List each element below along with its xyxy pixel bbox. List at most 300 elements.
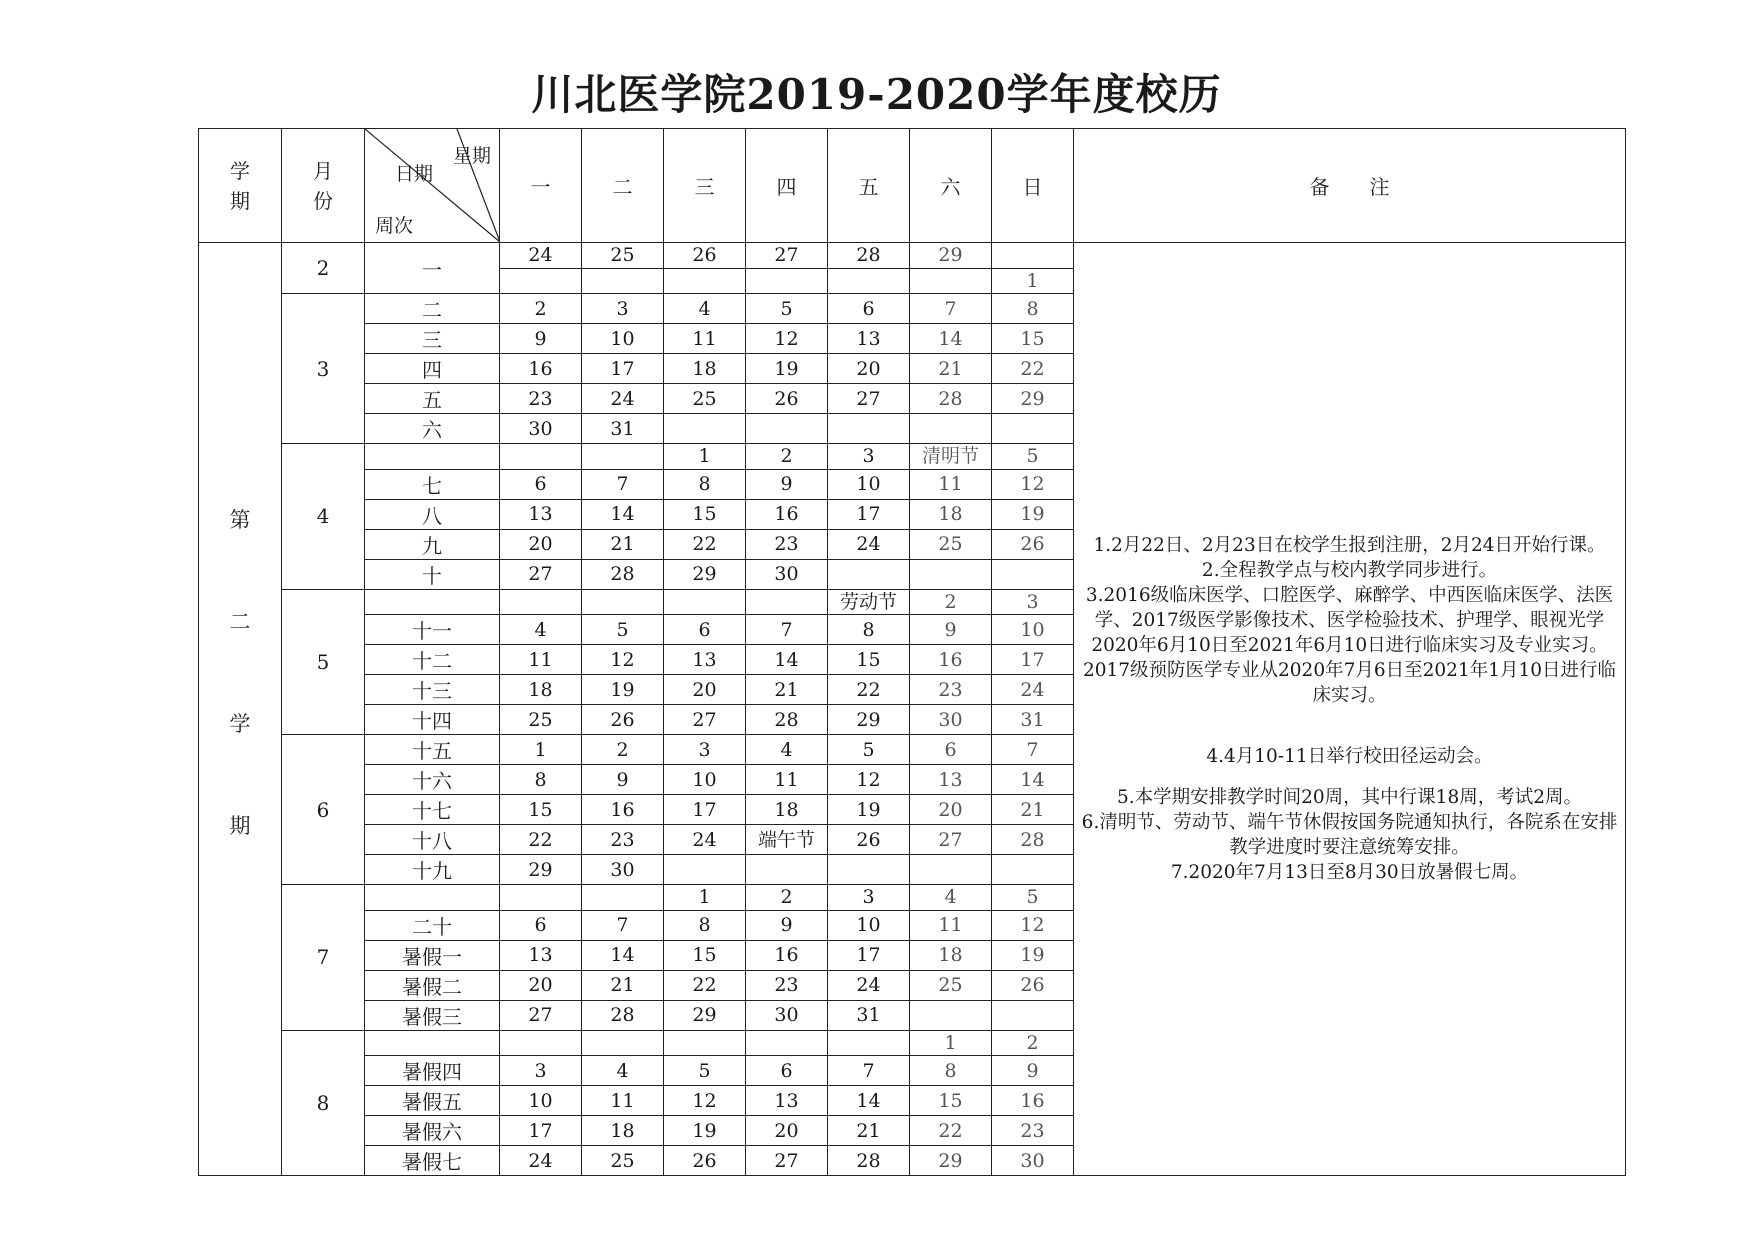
date-cell — [500, 444, 582, 470]
date-cell: 10 — [582, 324, 664, 354]
date-cell: 14 — [582, 940, 664, 970]
date-cell: 27 — [500, 559, 582, 589]
date-cell: 7 — [582, 469, 664, 499]
date-cell: 8 — [828, 615, 910, 645]
date-cell — [910, 268, 992, 294]
date-cell: 3 — [582, 294, 664, 324]
week-label-cell: 十八 — [365, 825, 500, 855]
date-cell: 1 — [500, 735, 582, 765]
date-cell: 26 — [582, 705, 664, 735]
date-cell: 4 — [664, 294, 746, 324]
calendar-table-wrap — [198, 128, 1626, 1176]
month-header — [282, 129, 365, 243]
week-label-cell: 二十 — [365, 910, 500, 940]
date-cell — [582, 444, 664, 470]
date-cell: 1 — [910, 1030, 992, 1056]
date-cell: 22 — [992, 354, 1074, 384]
date-cell: 10 — [664, 765, 746, 795]
date-cell: 20 — [910, 795, 992, 825]
date-cell: 7 — [992, 735, 1074, 765]
term-header — [199, 129, 282, 243]
note-item: 4.4月10-11日举行校田径运动会。 — [1206, 746, 1493, 767]
date-cell — [582, 885, 664, 911]
date-cell: 9 — [910, 615, 992, 645]
date-cell: 27 — [746, 1146, 828, 1176]
date-cell: 16 — [746, 499, 828, 529]
week-label-cell: 一 — [365, 243, 500, 294]
date-cell: 8 — [910, 1056, 992, 1086]
date-cell: 6 — [910, 735, 992, 765]
date-cell — [828, 855, 910, 885]
date-cell: 14 — [746, 645, 828, 675]
date-cell: 18 — [500, 675, 582, 705]
date-cell: 24 — [828, 970, 910, 1000]
date-cell — [664, 855, 746, 885]
date-cell: 28 — [828, 1146, 910, 1176]
date-cell — [746, 414, 828, 444]
date-cell: 8 — [664, 910, 746, 940]
date-cell — [910, 855, 992, 885]
date-cell: 20 — [500, 970, 582, 1000]
week-label-cell: 八 — [365, 499, 500, 529]
date-cell: 1 — [664, 444, 746, 470]
date-cell: 25 — [910, 529, 992, 559]
date-cell: 12 — [746, 324, 828, 354]
date-cell: 16 — [582, 795, 664, 825]
date-cell: 6 — [664, 615, 746, 645]
month-cell: 4 — [282, 444, 365, 590]
date-cell — [500, 885, 582, 911]
date-cell: 23 — [500, 384, 582, 414]
date-cell: 15 — [992, 324, 1074, 354]
date-cell — [746, 855, 828, 885]
date-cell: 19 — [828, 795, 910, 825]
month-cell: 3 — [282, 294, 365, 444]
month-cell: 8 — [282, 1030, 365, 1176]
date-cell: 3 — [500, 1056, 582, 1086]
date-cell: 7 — [582, 910, 664, 940]
date-cell: 2 — [910, 589, 992, 615]
date-cell: 14 — [828, 1086, 910, 1116]
date-cell: 11 — [582, 1086, 664, 1116]
date-cell: 7 — [828, 1056, 910, 1086]
week-label-cell: 二 — [365, 294, 500, 324]
date-cell: 4 — [582, 1056, 664, 1086]
date-cell: 2 — [582, 735, 664, 765]
term-label-char: 二 — [229, 610, 251, 634]
date-cell: 27 — [910, 825, 992, 855]
day-header-sun: 日 — [992, 129, 1074, 243]
date-cell: 2 — [500, 294, 582, 324]
date-cell — [664, 589, 746, 615]
date-cell: 30 — [500, 414, 582, 444]
date-cell: 15 — [664, 940, 746, 970]
date-cell: 22 — [664, 970, 746, 1000]
date-cell: 21 — [910, 354, 992, 384]
date-cell: 31 — [582, 414, 664, 444]
date-cell: 30 — [992, 1146, 1074, 1176]
date-cell: 4 — [910, 885, 992, 911]
date-cell: 23 — [746, 970, 828, 1000]
date-cell: 1 — [992, 268, 1074, 294]
date-cell: 15 — [910, 1086, 992, 1116]
date-cell — [910, 1000, 992, 1030]
date-cell: 28 — [746, 705, 828, 735]
day-header-sat: 六 — [910, 129, 992, 243]
note-spacer — [1074, 769, 1625, 785]
date-cell: 29 — [910, 243, 992, 269]
date-cell: 11 — [910, 910, 992, 940]
date-cell: 1 — [664, 885, 746, 911]
week-label-cell — [365, 885, 500, 911]
date-cell: 31 — [992, 705, 1074, 735]
date-cell: 22 — [500, 825, 582, 855]
date-cell: 17 — [828, 940, 910, 970]
date-cell: 8 — [992, 294, 1074, 324]
date-cell: 11 — [664, 324, 746, 354]
term-label-char: 第 — [229, 508, 251, 532]
date-cell: 18 — [664, 354, 746, 384]
date-cell: 10 — [828, 469, 910, 499]
date-cell: 29 — [910, 1146, 992, 1176]
date-cell: 17 — [992, 645, 1074, 675]
day-header-fri: 五 — [828, 129, 910, 243]
date-cell: 17 — [664, 795, 746, 825]
week-label-cell: 暑假七 — [365, 1146, 500, 1176]
date-cell — [828, 268, 910, 294]
week-label-cell: 十六 — [365, 765, 500, 795]
month-header-char: 份 — [313, 188, 333, 213]
date-cell — [992, 414, 1074, 444]
date-cell: 13 — [664, 645, 746, 675]
diagonal-header — [365, 129, 500, 243]
date-cell: 24 — [500, 243, 582, 269]
date-cell — [582, 1030, 664, 1056]
date-cell: 8 — [664, 469, 746, 499]
date-cell: 27 — [500, 1000, 582, 1030]
date-cell: 24 — [664, 825, 746, 855]
date-cell: 9 — [500, 324, 582, 354]
week-label-cell: 暑假三 — [365, 1000, 500, 1030]
day-header-thu: 四 — [746, 129, 828, 243]
date-cell: 19 — [582, 675, 664, 705]
date-cell — [500, 1030, 582, 1056]
date-cell: 29 — [664, 559, 746, 589]
date-cell: 26 — [746, 384, 828, 414]
date-cell — [746, 1030, 828, 1056]
date-cell: 13 — [910, 765, 992, 795]
date-cell: 29 — [664, 1000, 746, 1030]
date-cell: 28 — [582, 1000, 664, 1030]
header-row — [199, 129, 1626, 243]
date-cell: 7 — [746, 615, 828, 645]
note-spacer — [1074, 708, 1625, 744]
date-cell — [746, 589, 828, 615]
date-axis-label: 日期 — [395, 163, 434, 185]
date-cell: 30 — [582, 855, 664, 885]
date-cell: 5 — [664, 1056, 746, 1086]
holiday-cell: 劳动节 — [828, 589, 910, 615]
day-header-mon: 一 — [500, 129, 582, 243]
term-label-char: 期 — [229, 814, 251, 838]
date-cell — [828, 414, 910, 444]
date-cell: 18 — [910, 940, 992, 970]
date-cell: 5 — [992, 885, 1074, 911]
date-cell — [582, 268, 664, 294]
week-label-cell: 十三 — [365, 675, 500, 705]
term-header-char: 期 — [230, 188, 250, 213]
date-cell: 27 — [828, 384, 910, 414]
date-cell: 14 — [910, 324, 992, 354]
date-cell: 10 — [828, 910, 910, 940]
date-cell: 21 — [992, 795, 1074, 825]
week-label-cell: 十五 — [365, 735, 500, 765]
date-cell: 16 — [992, 1086, 1074, 1116]
term-label-char: 学 — [229, 712, 251, 736]
date-cell: 12 — [992, 910, 1074, 940]
month-cell: 6 — [282, 735, 365, 885]
date-cell: 15 — [500, 795, 582, 825]
date-cell: 22 — [828, 675, 910, 705]
date-cell: 21 — [746, 675, 828, 705]
date-cell: 6 — [500, 910, 582, 940]
date-cell: 6 — [828, 294, 910, 324]
holiday-cell: 清明节 — [910, 444, 992, 470]
date-cell: 4 — [746, 735, 828, 765]
date-cell: 28 — [828, 243, 910, 269]
date-cell — [910, 559, 992, 589]
date-cell — [746, 268, 828, 294]
note-item: 1.2月22日、2月23日在校学生报到注册，2月24日开始行课。 — [1093, 535, 1606, 556]
date-cell: 28 — [992, 825, 1074, 855]
date-cell: 5 — [582, 615, 664, 645]
week-label-cell: 四 — [365, 354, 500, 384]
date-cell: 17 — [500, 1116, 582, 1146]
week-label-cell: 暑假二 — [365, 970, 500, 1000]
date-cell: 20 — [828, 354, 910, 384]
week-number-axis-label: 周次 — [375, 215, 414, 237]
date-cell: 27 — [746, 243, 828, 269]
date-cell — [992, 1000, 1074, 1030]
date-cell: 8 — [500, 765, 582, 795]
date-cell: 5 — [746, 294, 828, 324]
date-cell: 15 — [828, 645, 910, 675]
week-label-cell: 暑假一 — [365, 940, 500, 970]
term-header-char: 学 — [230, 158, 250, 183]
week-label-cell: 十二 — [365, 645, 500, 675]
note-item: 3.2016级临床医学、口腔医学、麻醉学、中西医临床医学、法医学、2017级医学影像技术、医学检验技术、护理学、眼视光学2020年6月10日至2021年6月10日进行临床实习及专业实习。2017级预防医学专业从2020年7月6日至2021年1月10日进行临床实习。 — [1082, 585, 1617, 706]
date-cell: 25 — [582, 1146, 664, 1176]
note-item: 2.全程教学点与校内教学同步进行。 — [1201, 560, 1498, 581]
date-cell: 31 — [828, 1000, 910, 1030]
week-label-cell: 五 — [365, 384, 500, 414]
date-cell: 30 — [746, 559, 828, 589]
date-cell: 23 — [992, 1116, 1074, 1146]
date-cell: 28 — [582, 559, 664, 589]
date-cell: 11 — [500, 645, 582, 675]
date-cell: 6 — [500, 469, 582, 499]
date-cell: 12 — [828, 765, 910, 795]
week-label-cell: 十七 — [365, 795, 500, 825]
date-cell: 24 — [500, 1146, 582, 1176]
date-cell: 25 — [664, 384, 746, 414]
note-item: 7.2020年7月13日至8月30日放暑假七周。 — [1170, 862, 1529, 883]
holiday-cell: 端午节 — [746, 825, 828, 855]
date-cell: 9 — [582, 765, 664, 795]
date-cell: 3 — [992, 589, 1074, 615]
date-cell: 13 — [500, 940, 582, 970]
date-cell: 13 — [500, 499, 582, 529]
month-header-char: 月 — [313, 158, 333, 183]
date-cell: 9 — [746, 910, 828, 940]
page-title: 川北医学院2019-2020学年度校历 — [531, 70, 1222, 119]
date-cell: 11 — [910, 469, 992, 499]
term-cell — [199, 243, 282, 1176]
date-cell: 16 — [500, 354, 582, 384]
date-cell: 29 — [992, 384, 1074, 414]
date-cell: 16 — [746, 940, 828, 970]
date-cell: 10 — [992, 615, 1074, 645]
date-cell: 24 — [828, 529, 910, 559]
date-cell: 5 — [828, 735, 910, 765]
date-cell: 24 — [582, 384, 664, 414]
date-cell: 28 — [910, 384, 992, 414]
date-cell: 27 — [664, 705, 746, 735]
date-cell: 19 — [992, 499, 1074, 529]
date-cell: 2 — [746, 444, 828, 470]
week-label-cell: 暑假六 — [365, 1116, 500, 1146]
calendar-row — [199, 243, 1626, 269]
note-item: 6.清明节、劳动节、端午节休假按国务院通知执行，各院系在安排教学进度时要注意统筹安排。 — [1081, 812, 1618, 858]
date-cell: 26 — [828, 825, 910, 855]
date-cell: 17 — [582, 354, 664, 384]
date-cell — [828, 559, 910, 589]
date-cell: 22 — [910, 1116, 992, 1146]
date-cell: 30 — [746, 1000, 828, 1030]
date-cell: 2 — [992, 1030, 1074, 1056]
date-cell — [500, 268, 582, 294]
date-cell: 19 — [746, 354, 828, 384]
date-cell: 19 — [992, 940, 1074, 970]
date-cell — [992, 243, 1074, 269]
week-label-cell: 三 — [365, 324, 500, 354]
date-cell: 12 — [992, 469, 1074, 499]
date-cell: 11 — [746, 765, 828, 795]
date-cell — [582, 589, 664, 615]
date-cell: 9 — [992, 1056, 1074, 1086]
week-label-cell: 十九 — [365, 855, 500, 885]
date-cell: 12 — [582, 645, 664, 675]
date-cell: 13 — [828, 324, 910, 354]
day-header-tue: 二 — [582, 129, 664, 243]
week-label-cell — [365, 444, 500, 470]
week-label-cell: 暑假五 — [365, 1086, 500, 1116]
date-cell: 23 — [746, 529, 828, 559]
date-cell: 23 — [910, 675, 992, 705]
date-cell: 14 — [582, 499, 664, 529]
month-cell: 7 — [282, 885, 365, 1031]
week-label-cell: 十 — [365, 559, 500, 589]
date-cell: 21 — [828, 1116, 910, 1146]
date-cell: 3 — [828, 885, 910, 911]
month-cell: 2 — [282, 243, 365, 294]
date-cell: 25 — [582, 243, 664, 269]
week-label-cell: 九 — [365, 529, 500, 559]
date-cell: 29 — [828, 705, 910, 735]
date-cell — [500, 589, 582, 615]
week-label-cell — [365, 589, 500, 615]
date-cell — [664, 1030, 746, 1056]
date-cell: 3 — [664, 735, 746, 765]
date-cell — [664, 268, 746, 294]
date-cell: 6 — [746, 1056, 828, 1086]
date-cell: 19 — [664, 1116, 746, 1146]
notes-cell — [1074, 243, 1626, 1176]
day-header-wed: 三 — [664, 129, 746, 243]
date-cell: 25 — [910, 970, 992, 1000]
date-cell: 26 — [992, 970, 1074, 1000]
date-cell — [664, 414, 746, 444]
month-cell: 5 — [282, 589, 365, 735]
date-cell: 26 — [664, 1146, 746, 1176]
date-cell: 17 — [828, 499, 910, 529]
week-label-cell: 十四 — [365, 705, 500, 735]
date-cell: 26 — [992, 529, 1074, 559]
date-cell: 16 — [910, 645, 992, 675]
note-item: 5.本学期安排教学时间20周，其中行课18周，考试2周。 — [1116, 787, 1582, 808]
date-cell: 21 — [582, 970, 664, 1000]
week-label-cell — [365, 1030, 500, 1056]
date-cell: 5 — [992, 444, 1074, 470]
date-cell: 2 — [746, 885, 828, 911]
date-cell — [992, 559, 1074, 589]
week-label-cell: 十一 — [365, 615, 500, 645]
date-cell: 7 — [910, 294, 992, 324]
date-cell: 12 — [664, 1086, 746, 1116]
date-cell: 15 — [664, 499, 746, 529]
date-cell: 18 — [910, 499, 992, 529]
date-cell: 14 — [992, 765, 1074, 795]
date-cell: 9 — [746, 469, 828, 499]
week-label-cell: 七 — [365, 469, 500, 499]
date-cell: 24 — [992, 675, 1074, 705]
weekday-axis-label: 星期 — [452, 145, 491, 167]
date-cell: 18 — [582, 1116, 664, 1146]
date-cell — [992, 855, 1074, 885]
date-cell: 4 — [500, 615, 582, 645]
date-cell: 20 — [500, 529, 582, 559]
date-cell: 18 — [746, 795, 828, 825]
date-cell — [828, 1030, 910, 1056]
date-cell: 25 — [500, 705, 582, 735]
date-cell: 30 — [910, 705, 992, 735]
date-cell — [910, 414, 992, 444]
date-cell: 23 — [582, 825, 664, 855]
date-cell: 13 — [746, 1086, 828, 1116]
calendar-table — [198, 128, 1626, 1176]
date-cell: 3 — [828, 444, 910, 470]
date-cell: 20 — [664, 675, 746, 705]
notes-header: 备 注 — [1074, 129, 1626, 243]
date-cell: 20 — [746, 1116, 828, 1146]
week-label-cell: 暑假四 — [365, 1056, 500, 1086]
date-cell: 26 — [664, 243, 746, 269]
date-cell: 10 — [500, 1086, 582, 1116]
date-cell: 29 — [500, 855, 582, 885]
date-cell: 21 — [582, 529, 664, 559]
date-cell: 22 — [664, 529, 746, 559]
week-label-cell: 六 — [365, 414, 500, 444]
